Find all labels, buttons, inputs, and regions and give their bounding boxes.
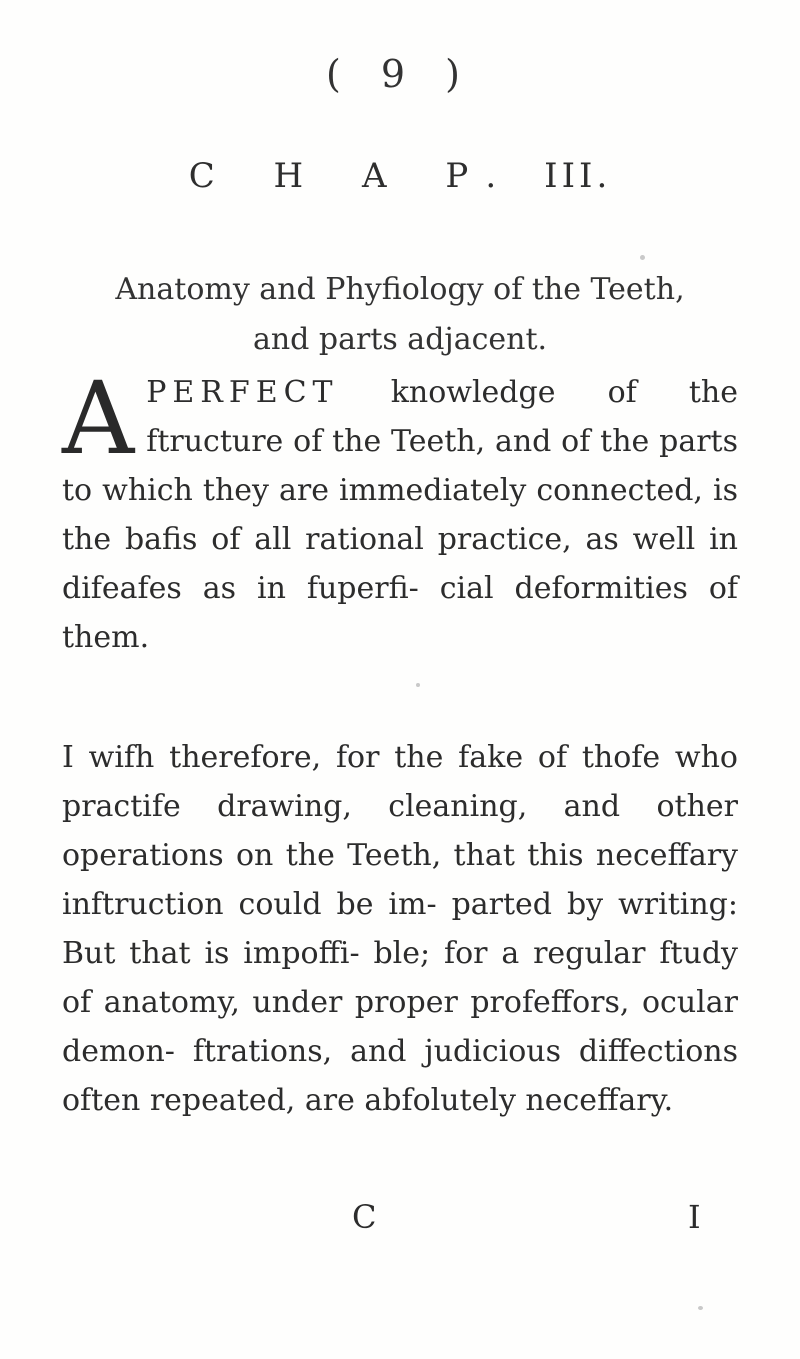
chapter-label: C H A P. (188, 156, 521, 196)
chapter-numeral: III. (544, 156, 612, 196)
paper-speck (698, 1306, 703, 1310)
paper-speck (640, 255, 645, 260)
page-number: ( 9 ) (326, 52, 474, 96)
paper-speck (416, 683, 420, 687)
chapter-title (60, 265, 740, 365)
opening-words: PERFECT (146, 375, 339, 410)
page-footer (0, 1198, 800, 1246)
chapter-title-line-2: and parts adjacent. (252, 322, 548, 357)
signature-mark: C (352, 1198, 377, 1236)
chapter-heading (0, 156, 800, 196)
paragraph-1 (62, 360, 738, 662)
catchword: I (688, 1198, 701, 1236)
drop-cap: A (62, 360, 135, 477)
chapter-title-line-1: Anatomy and Phyfiology of the Teeth, (115, 272, 685, 307)
paragraph-2: I wifh therefore, for the fake of thofe who practife drawing, cleaning, and other operations on the Teeth, that this neceffary inftruction could be im- parted by writing: But that is impoffi- ble; for a regular ftudy of anatomy, under proper profeffors, ocular demon- ftrations, and judicious diffections often repeated, are abfolutely neceffary. (62, 740, 738, 1118)
paragraph-1-text: knowledge of the ftructure of the Teeth, and of the parts to which they are immediately connected, is the bafis of all rational practice, as well in difeafes as in fuperfi- cial deformities of them. (62, 375, 738, 655)
